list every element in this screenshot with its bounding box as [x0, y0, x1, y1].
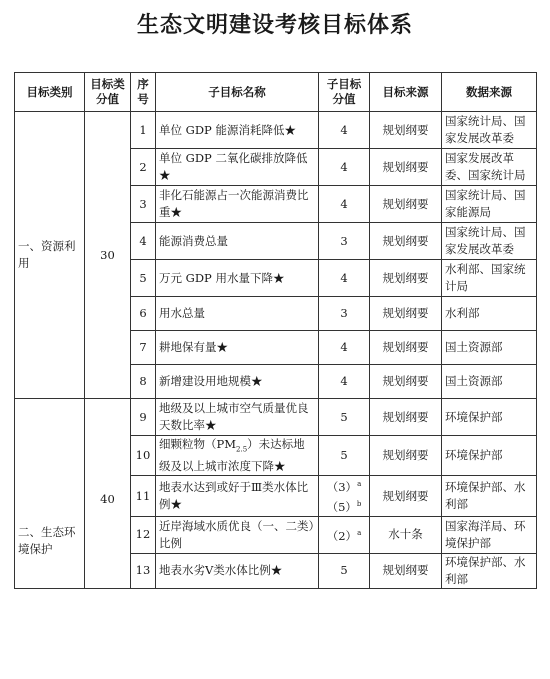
target-source-cell: 水十条 — [370, 516, 442, 553]
header-data-source: 数据来源 — [442, 73, 537, 112]
target-source-cell: 规划纲要 — [370, 149, 442, 186]
category-score-cell: 40 — [85, 399, 131, 589]
sub-score-cell: 4 — [319, 260, 370, 297]
seq-cell: 9 — [131, 399, 156, 436]
sub-score-cell: 4 — [319, 365, 370, 399]
table-row — [15, 112, 537, 149]
sub-name-cell: 单位 GDP 能源消耗降低★ — [156, 112, 319, 149]
sub-score-cell: 4 — [319, 186, 370, 223]
seq-cell: 3 — [131, 186, 156, 223]
seq-cell: 5 — [131, 260, 156, 297]
header-seq: 序号 — [131, 73, 156, 112]
sub-name-cell: 单位 GDP 二氧化碳排放降低★ — [156, 149, 319, 186]
target-source-cell: 规划纲要 — [370, 331, 442, 365]
table-row — [15, 399, 537, 436]
seq-cell: 11 — [131, 476, 156, 517]
seq-cell: 1 — [131, 112, 156, 149]
pm-subscript: 2.5 — [236, 445, 248, 454]
data-source-cell: 环境保护部 — [442, 399, 537, 436]
target-source-cell: 规划纲要 — [370, 297, 442, 331]
header-category: 目标类别 — [15, 73, 85, 112]
header-category-score: 目标类分值 — [85, 73, 131, 112]
seq-cell: 4 — [131, 223, 156, 260]
sub-score-cell: 4 — [319, 149, 370, 186]
target-source-cell: 规划纲要 — [370, 476, 442, 517]
sub-score-b: $(5)^b$ — [326, 499, 362, 514]
category-cell: 二、生态环境保护 — [15, 399, 85, 589]
target-source-cell: 规划纲要 — [370, 553, 442, 588]
header-target-source: 目标来源 — [370, 73, 442, 112]
target-source-cell: 规划纲要 — [370, 223, 442, 260]
footnote-mark: a — [357, 480, 362, 489]
sub-name-cell: 新增建设用地规模★ — [156, 365, 319, 399]
sub-name-cell: 能源消费总量 — [156, 223, 319, 260]
target-source-cell: 规划纲要 — [370, 436, 442, 476]
data-source-cell: 国家统计局、国家发展改革委 — [442, 223, 537, 260]
sub-score-cell: 4 — [319, 331, 370, 365]
header-row — [15, 73, 537, 112]
sub-name-cell: 地表水劣Ⅴ类水体比例★ — [156, 553, 319, 588]
sub-score-a: $(3)^a$ — [326, 480, 362, 495]
data-source-cell: 国家海洋局、环境保护部 — [442, 516, 537, 553]
footnote-mark: a — [357, 529, 362, 538]
data-source-cell: 国土资源部 — [442, 331, 537, 365]
category-score-cell: 30 — [85, 112, 131, 399]
footnote-mark: b — [356, 500, 362, 509]
sub-name-cell: 用水总量 — [156, 297, 319, 331]
seq-cell: 10 — [131, 436, 156, 476]
sub-name-post: ）未达标地级及以上城市浓度下降★ — [159, 437, 305, 474]
data-source-cell: 国家统计局、国家能源局 — [442, 186, 537, 223]
indicator-table — [14, 72, 537, 589]
target-source-cell: 规划纲要 — [370, 186, 442, 223]
sub-name-cell: 非化石能源占一次能源消费比重★ — [156, 186, 319, 223]
seq-cell: 8 — [131, 365, 156, 399]
data-source-cell: 国土资源部 — [442, 365, 537, 399]
sub-score-cell: 5 — [319, 399, 370, 436]
target-source-cell: 规划纲要 — [370, 399, 442, 436]
seq-cell: 6 — [131, 297, 156, 331]
data-source-cell: 环境保护部 — [442, 436, 537, 476]
sub-score-cell: 3 — [319, 223, 370, 260]
sub-score-cell: 5 — [319, 553, 370, 588]
seq-cell: 2 — [131, 149, 156, 186]
data-source-cell: 水利部、国家统计局 — [442, 260, 537, 297]
page-title: 生态文明建设考核目标体系 — [136, 13, 413, 38]
sub-name-cell — [156, 436, 319, 476]
sub-score-cell: 5 — [319, 436, 370, 476]
sub-name-cell: 万元 GDP 用水量下降★ — [156, 260, 319, 297]
sub-score-cell: $(2)^a$ — [319, 516, 370, 553]
data-source-cell: 水利部 — [442, 297, 537, 331]
target-source-cell: 规划纲要 — [370, 365, 442, 399]
data-source-cell: 国家发展改革委、国家统计局 — [442, 149, 537, 186]
sub-name-cell: 地表水达到或好于Ⅲ类水体比例★ — [156, 476, 319, 517]
sub-score-cell: 4 — [319, 112, 370, 149]
header-sub-name: 子目标名称 — [156, 73, 319, 112]
target-source-cell: 规划纲要 — [370, 260, 442, 297]
sub-score-cell: 3 — [319, 297, 370, 331]
seq-cell: 13 — [131, 553, 156, 588]
sub-score-cell — [319, 476, 370, 517]
data-source-cell: 环境保护部、水利部 — [442, 476, 537, 517]
seq-cell: 12 — [131, 516, 156, 553]
seq-cell: 7 — [131, 331, 156, 365]
sub-name-cell: 耕地保有量★ — [156, 331, 319, 365]
category-cell: 一、资源利用 — [15, 112, 85, 399]
data-source-cell: 国家统计局、国家发展改革委 — [442, 112, 537, 149]
sub-name-pre: 细颗粒物（PM — [159, 437, 237, 451]
header-sub-score: 子目标分值 — [319, 73, 370, 112]
data-source-cell: 环境保护部、水利部 — [442, 553, 537, 588]
sub-name-cell: 地级及以上城市空气质量优良天数比率★ — [156, 399, 319, 436]
sub-name-cell: 近岸海域水质优良（一、二类）比例 — [156, 516, 319, 553]
target-source-cell: 规划纲要 — [370, 112, 442, 149]
